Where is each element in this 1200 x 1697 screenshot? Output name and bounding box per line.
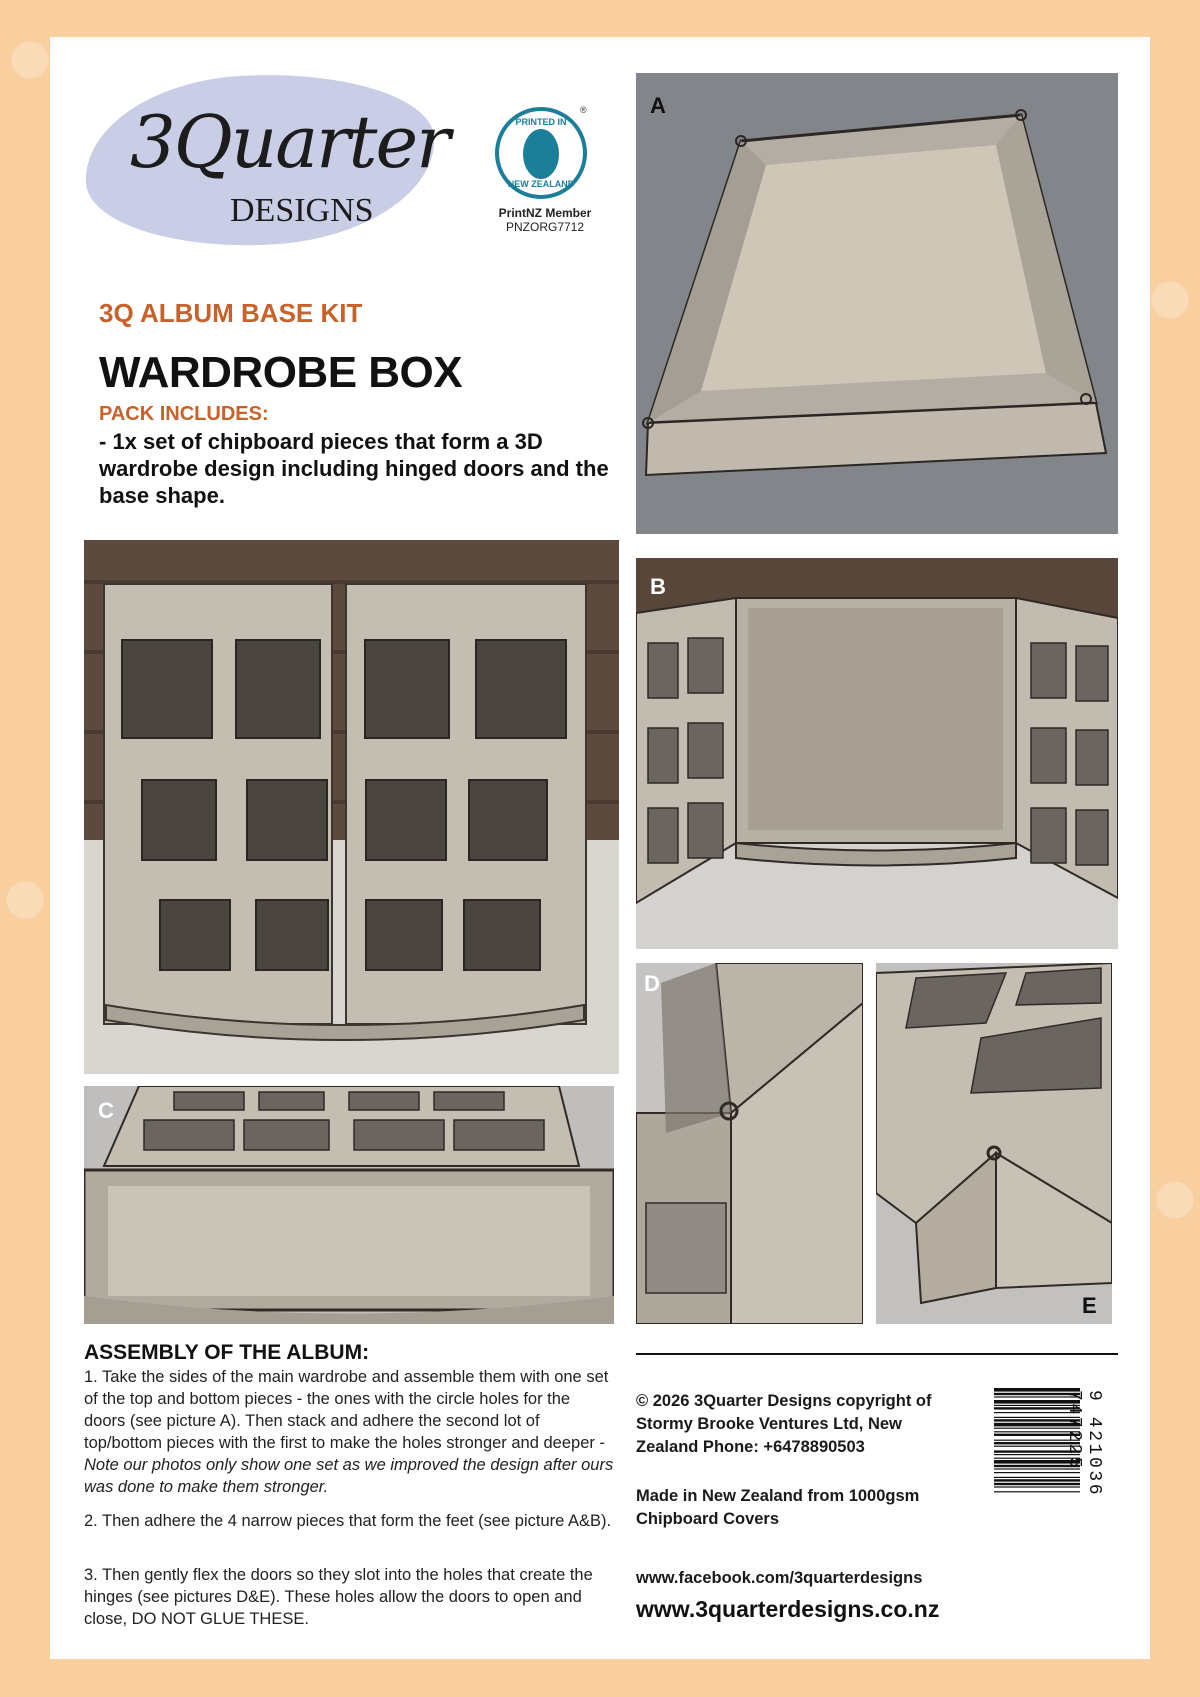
photo-a-label: A [650,93,666,118]
seal-bottom-text: NEW ZEALAND [507,179,575,189]
kiwi-icon [523,129,559,179]
facebook-link[interactable]: www.facebook.com/3quarterdesigns [636,1569,923,1587]
website-link[interactable]: www.3quarterdesigns.co.nz [636,1596,940,1622]
barcode-digits-wrapper [1064,1390,1108,1580]
photo-e-label: E [1082,1293,1097,1318]
assembly-step-1 [84,1366,614,1498]
pack-includes-label: PACK INCLUDES: [99,403,269,425]
assembly-step-3: 3. Then gently flex the doors so they slot into the holes that create the hinges (see pictures D&E). These holes allow the doors to open and close, DO NOT GLUE THESE. [84,1566,593,1628]
photo-b [636,558,1118,949]
product-title: WARDROBE BOX [99,348,463,397]
pack-includes-text: - 1x set of chipboard pieces that form a 3D wardrobe design including hinged doors and the base shape. [99,429,609,508]
photo-d [636,963,863,1324]
registered-mark: ® [580,105,587,115]
photo-d-label: D [644,971,660,996]
made-in-text: Made in New Zealand from 1000gsm Chipboard Covers [636,1487,920,1528]
assembly-title: ASSEMBLY OF THE ALBUM: [84,1341,370,1364]
photo-a [636,73,1118,534]
seal-top-text: PRINTED IN [515,117,567,127]
printed-in-nz-seal [495,107,587,199]
photo-c [84,1086,614,1324]
photo-e [876,963,1112,1324]
logo-subtitle: DESIGNS [230,192,374,229]
footer-divider [636,1353,1118,1355]
barcode-digits: 9 421036 747225 [1064,1390,1104,1498]
photo-b-label: B [650,574,666,599]
assembly-step-1-text: 1. Take the sides of the main wardrobe and assemble them with one set of the top and bottom pieces - the ones with the circle holes for the doors (see picture A). Then stack and adhere the second lot of top/bottom pieces with the first to make the holes stronger and deeper - [84,1368,609,1452]
assembly-step-1-note: Note our photos only show one set as we improved the design after ours was done to make them stronger. [84,1456,614,1496]
logo-wordmark: 3Quarter [130,100,449,184]
photo-c-label: C [98,1098,114,1123]
copyright-text: © 2026 3Quarter Designs copyright of Stormy Brooke Ventures Ltd, New Zealand Phone: +6478890503 [636,1392,932,1456]
printnz-member-id: PNZORG7712 [505,220,585,234]
printnz-member-label: PrintNZ Member [498,206,592,220]
photo-wardrobe-closed [84,540,619,1074]
assembly-step-2: 2. Then adhere the 4 narrow pieces that form the feet (see picture A&B). [84,1512,612,1530]
kit-label: 3Q ALBUM BASE KIT [99,298,363,328]
